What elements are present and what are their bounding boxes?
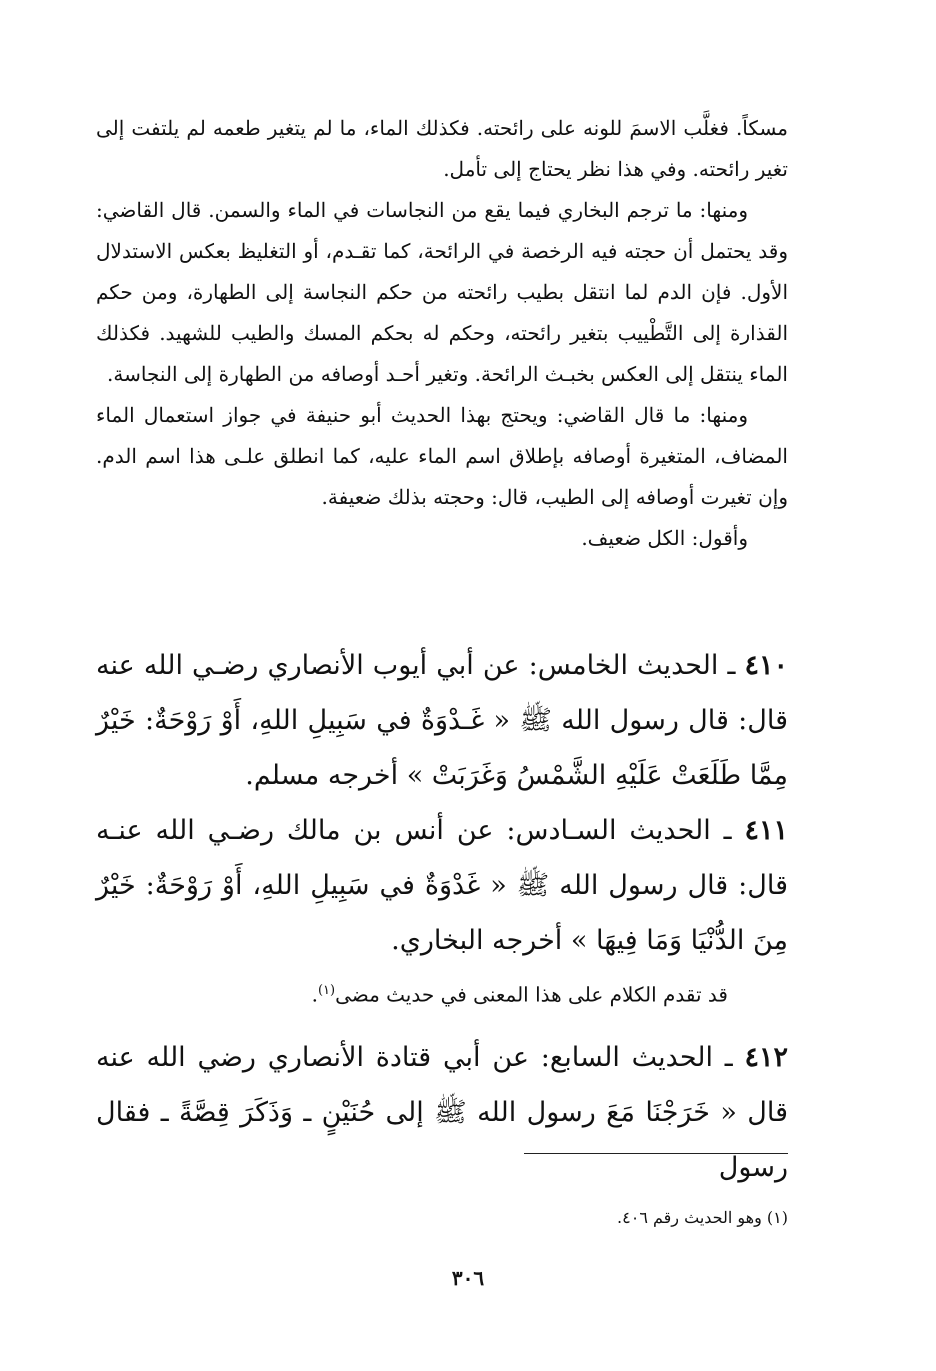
footnote-divider [524,1153,788,1154]
footnote-marker: (١) [317,983,336,998]
paragraph-3: ومنها: ما قال القاضي: ويحتج بهذا الحديث أبو حنيفة في جواز استعمال الماء المضاف، المتغيرة أوصافه بإطلاق اسم الماء عليه، كما انطلق علـى هذا اسم الدم. وإن تغيرت أوصافه إلى الطيب، قال: وحجته بذلك ضعيفة. [96,403,788,509]
paragraph-1: مسكاً. فغلَّب الاسمَ للونه على رائحته. فكذلك الماء، ما لم يتغير طعمه لم يلتفت إلى تغير رائحته. وفي هذا نظر يحتاج إلى تأمل. [96,116,788,181]
hadith-text: ـ الحديث الخامس: عن أبي أيوب الأنصاري رضـي الله عنه قال: قال رسول الله ﷺ « غَـدْوَةٌ في سَبِيلِ اللهِ، أَوْ رَوْحَةٌ: خَيْرٌ مِمَّا طَلَعَتْ عَلَيْهِ الشَّمْسُ وَغَرَبَتْ » أخرجه مسلم. [96,650,788,791]
hadith-412 [96,1030,788,1195]
hadith-number: ٤١٢ [744,1042,788,1073]
hadith-text: ـ الحديث السابع: عن أبي قتادة الأنصاري رضي الله عنه قال « خَرَجْنَا مَعَ رسول الله ﷺ إلى حُنَيْنٍ ـ وَذَكَرَ قِصَّةً ـ فقال رسول [96,1042,788,1183]
hadith-number: ٤١٠ [744,650,788,681]
note-text: قد تقدم الكلام على هذا المعنى في حديث مضى [335,982,728,1007]
hadith-text: ـ الحديث السـادس: عن أنس بن مالك رضـي الله عنـه قال: قال رسول الله ﷺ « غَدْوَةٌ في سَبِيلِ اللهِ، أَوْ رَوْحَةٌ: خَيْرٌ مِنَ الدُّنْيَا وَمَا فِيهَا » أخرجه البخاري. [96,815,788,956]
hadith-411 [96,803,788,968]
commentary-section [96,108,788,559]
footnote: (١) وهو الحديث رقم ٤٠٦. [617,1208,788,1227]
hadith-410 [96,638,788,803]
page-number: ٣٠٦ [451,1266,485,1290]
cross-reference-note [96,970,788,1016]
hadith-number: ٤١١ [744,815,788,846]
paragraph-4: وأقول: الكل ضعيف. [581,526,748,550]
note-end: . [311,982,318,1007]
paragraph-2: ومنها: ما ترجم البخاري فيما يقع من النجاسات في الماء والسمن. قال القاضي: وقد يحتمل أن حجته فيه الرخصة في الرائحة، كما تقـدم، أو التغليظ بعكس الاستدلال الأول. فإن الدم لما انتقل بطيب رائحته من حكم النجاسة إلى الطهارة، ومن حكم القذارة إلى التَّطْييب بتغير رائحته، وحكم له بحكم المسك والطيب للشهيد. فكذلك الماء ينتقل إلى العكس بخبـث الرائحة. وتغير أحـد أوصافه من الطهارة إلى النجاسة. [96,198,788,386]
